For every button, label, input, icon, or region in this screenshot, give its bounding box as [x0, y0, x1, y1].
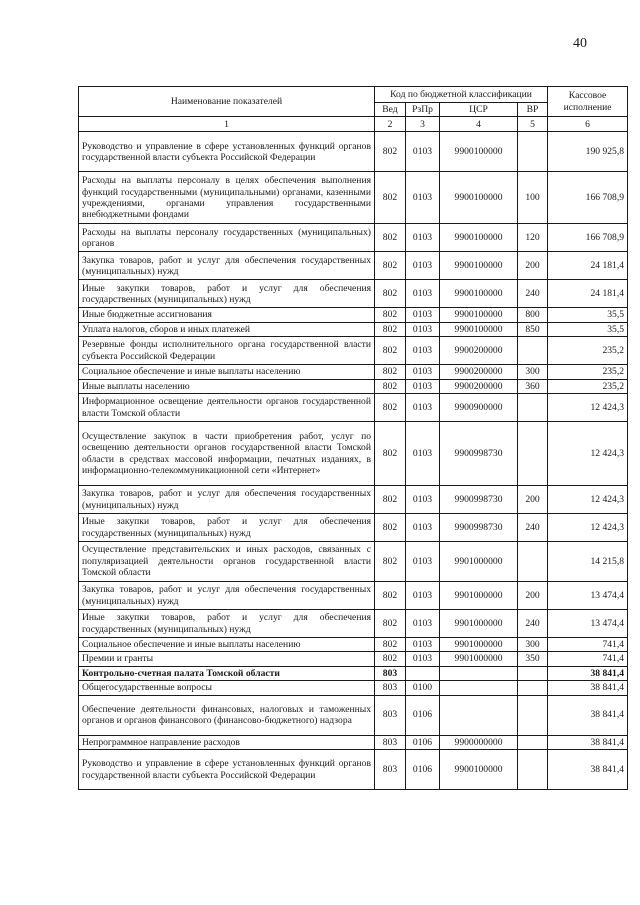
csr-cell — [440, 666, 518, 680]
header-indicator-name: Наименование показателей — [79, 87, 375, 117]
table-row — [79, 379, 628, 393]
ved-cell: 803 — [375, 750, 406, 790]
amount-cell: 14 215,8 — [548, 542, 628, 582]
vr-cell: 200 — [518, 252, 548, 280]
header-vr: ВР — [518, 103, 548, 117]
rzpr-cell: 0103 — [406, 486, 440, 514]
rzpr-cell: 0103 — [406, 252, 440, 280]
amount-cell: 12 424,3 — [548, 486, 628, 514]
rzpr-cell: 0103 — [406, 394, 440, 422]
table-row — [79, 638, 628, 652]
csr-cell: 9900200000 — [440, 365, 518, 379]
vr-cell: 300 — [518, 365, 548, 379]
ved-cell: 802 — [375, 322, 406, 336]
vr-cell — [518, 542, 548, 582]
table-row — [79, 681, 628, 695]
rzpr-cell: 0106 — [406, 735, 440, 749]
rzpr-cell: 0103 — [406, 610, 440, 638]
vr-cell: 200 — [518, 486, 548, 514]
column-index: 2 — [375, 117, 406, 132]
vr-cell — [518, 681, 548, 695]
indicator-name-cell: Иные бюджетные ассигнования — [79, 308, 375, 322]
indicator-name-cell: Уплата налогов, сборов и иных платежей — [79, 322, 375, 336]
amount-cell: 166 708,9 — [548, 224, 628, 252]
csr-cell: 9900100000 — [440, 322, 518, 336]
csr-cell: 9901000000 — [440, 542, 518, 582]
rzpr-cell: 0103 — [406, 132, 440, 172]
ved-cell: 802 — [375, 542, 406, 582]
amount-cell: 741,4 — [548, 638, 628, 652]
amount-cell: 35,5 — [548, 308, 628, 322]
amount-cell: 38 841,4 — [548, 750, 628, 790]
vr-cell — [518, 337, 548, 365]
header-csr: ЦСР — [440, 103, 518, 117]
header-cash-execution: Кассовое исполнение — [548, 87, 628, 117]
ved-cell: 803 — [375, 681, 406, 695]
amount-cell: 12 424,3 — [548, 514, 628, 542]
indicator-name-cell: Осуществление представительских и иных расходов, связанных с популяризацией деятельности органов государственной власти Томской области — [79, 542, 375, 582]
amount-cell: 190 925,8 — [548, 132, 628, 172]
ved-cell: 802 — [375, 422, 406, 486]
ved-cell: 802 — [375, 638, 406, 652]
ved-cell: 802 — [375, 172, 406, 224]
csr-cell: 9900000000 — [440, 735, 518, 749]
table-row — [79, 422, 628, 486]
rzpr-cell: 0100 — [406, 681, 440, 695]
table-row — [79, 750, 628, 790]
ved-cell: 802 — [375, 252, 406, 280]
csr-cell: 9900100000 — [440, 172, 518, 224]
ved-cell: 803 — [375, 666, 406, 680]
header-ved: Вед — [375, 103, 406, 117]
amount-cell: 166 708,9 — [548, 172, 628, 224]
rzpr-cell: 0103 — [406, 224, 440, 252]
table-row — [79, 582, 628, 610]
table-row — [79, 172, 628, 224]
rzpr-cell: 0103 — [406, 582, 440, 610]
csr-cell: 9900100000 — [440, 224, 518, 252]
vr-cell: 350 — [518, 652, 548, 666]
csr-cell: 9900998730 — [440, 422, 518, 486]
ved-cell: 802 — [375, 486, 406, 514]
table-row — [79, 610, 628, 638]
csr-cell — [440, 695, 518, 735]
ved-cell: 802 — [375, 582, 406, 610]
column-index: 6 — [548, 117, 628, 132]
vr-cell: 300 — [518, 638, 548, 652]
rzpr-cell: 0103 — [406, 322, 440, 336]
rzpr-cell: 0103 — [406, 337, 440, 365]
ved-cell: 802 — [375, 224, 406, 252]
indicator-name-cell: Социальное обеспечение и иные выплаты населению — [79, 365, 375, 379]
table-row — [79, 394, 628, 422]
vr-cell: 240 — [518, 514, 548, 542]
vr-cell: 240 — [518, 610, 548, 638]
indicator-name-cell: Контрольно-счетная палата Томской области — [79, 666, 375, 680]
ved-cell: 802 — [375, 337, 406, 365]
table-body — [79, 132, 628, 790]
indicator-name-cell: Обеспечение деятельности финансовых, налоговых и таможенных органов и органов финансового (финансово-бюджетного) надзора — [79, 695, 375, 735]
csr-cell: 9900200000 — [440, 337, 518, 365]
indicator-name-cell: Руководство и управление в сфере установленных функций органов государственной власти субъекта Российской Федерации — [79, 132, 375, 172]
rzpr-cell: 0103 — [406, 514, 440, 542]
ved-cell: 802 — [375, 610, 406, 638]
rzpr-cell — [406, 666, 440, 680]
table-row — [79, 486, 628, 514]
indicator-name-cell: Информационное освещение деятельности органов государственной власти Томской области — [79, 394, 375, 422]
table-row — [79, 666, 628, 680]
amount-cell: 24 181,4 — [548, 280, 628, 308]
vr-cell — [518, 666, 548, 680]
vr-cell: 850 — [518, 322, 548, 336]
ved-cell: 802 — [375, 394, 406, 422]
amount-cell: 24 181,4 — [548, 252, 628, 280]
ved-cell: 802 — [375, 652, 406, 666]
vr-cell: 240 — [518, 280, 548, 308]
csr-cell: 9900100000 — [440, 750, 518, 790]
indicator-name-cell: Закупка товаров, работ и услуг для обеспечения государственных (муниципальных) нужд — [79, 486, 375, 514]
csr-cell: 9900100000 — [440, 132, 518, 172]
indicator-name-cell: Непрограммное направление расходов — [79, 735, 375, 749]
indicator-name-cell: Иные выплаты населению — [79, 379, 375, 393]
amount-cell: 235,2 — [548, 365, 628, 379]
header-rzpr: РзПр — [406, 103, 440, 117]
amount-cell: 38 841,4 — [548, 735, 628, 749]
rzpr-cell: 0106 — [406, 750, 440, 790]
vr-cell — [518, 394, 548, 422]
rzpr-cell: 0103 — [406, 308, 440, 322]
amount-cell: 38 841,4 — [548, 681, 628, 695]
rzpr-cell: 0103 — [406, 542, 440, 582]
column-index: 3 — [406, 117, 440, 132]
csr-cell: 9900998730 — [440, 514, 518, 542]
ved-cell: 802 — [375, 308, 406, 322]
table-row — [79, 514, 628, 542]
table-row — [79, 280, 628, 308]
rzpr-cell: 0103 — [406, 652, 440, 666]
indicator-name-cell: Иные закупки товаров, работ и услуг для обеспечения государственных (муниципальных) нужд — [79, 610, 375, 638]
table-row — [79, 322, 628, 336]
indicator-name-cell: Руководство и управление в сфере установленных функций органов государственной власти субъекта Российской Федерации — [79, 750, 375, 790]
csr-cell: 9900200000 — [440, 379, 518, 393]
vr-cell — [518, 422, 548, 486]
indicator-name-cell: Социальное обеспечение и иные выплаты населению — [79, 638, 375, 652]
amount-cell: 38 841,4 — [548, 666, 628, 680]
table-row — [79, 695, 628, 735]
amount-cell: 235,2 — [548, 379, 628, 393]
amount-cell: 235,2 — [548, 337, 628, 365]
vr-cell: 800 — [518, 308, 548, 322]
table-row — [79, 252, 628, 280]
csr-cell: 9901000000 — [440, 638, 518, 652]
csr-cell: 9901000000 — [440, 610, 518, 638]
table-row — [79, 132, 628, 172]
indicator-name-cell: Общегосударственные вопросы — [79, 681, 375, 695]
csr-cell: 9900998730 — [440, 486, 518, 514]
amount-cell: 13 474,4 — [548, 582, 628, 610]
amount-cell: 12 424,3 — [548, 422, 628, 486]
csr-cell: 9900100000 — [440, 308, 518, 322]
amount-cell: 38 841,4 — [548, 695, 628, 735]
ved-cell: 803 — [375, 695, 406, 735]
rzpr-cell: 0103 — [406, 365, 440, 379]
rzpr-cell: 0103 — [406, 379, 440, 393]
indicator-name-cell: Иные закупки товаров, работ и услуг для обеспечения государственных (муниципальных) нужд — [79, 514, 375, 542]
csr-cell: 9901000000 — [440, 652, 518, 666]
indicator-name-cell: Расходы на выплаты персоналу в целях обеспечения выполнения функций государственными (муниципальными) органами, казенными учреждениями, органами управления государственными внебюджетными фондами — [79, 172, 375, 224]
table-row — [79, 308, 628, 322]
amount-cell: 13 474,4 — [548, 610, 628, 638]
indicator-name-cell: Осуществление закупок в части приобретения работ, услуг по освещению деятельности органов государственной власти Томской области в средствах массовой информации, печатных изданиях, в информационно-телекоммуникационной сети «Интернет» — [79, 422, 375, 486]
column-index-row — [79, 117, 628, 132]
table-row — [79, 224, 628, 252]
rzpr-cell: 0103 — [406, 638, 440, 652]
indicator-name-cell: Премии и гранты — [79, 652, 375, 666]
amount-cell: 35,5 — [548, 322, 628, 336]
rzpr-cell: 0103 — [406, 422, 440, 486]
table-row — [79, 542, 628, 582]
ved-cell: 802 — [375, 280, 406, 308]
vr-cell: 200 — [518, 582, 548, 610]
indicator-name-cell: Расходы на выплаты персоналу государственных (муниципальных) органов — [79, 224, 375, 252]
vr-cell — [518, 132, 548, 172]
table-row — [79, 652, 628, 666]
ved-cell: 802 — [375, 365, 406, 379]
vr-cell: 120 — [518, 224, 548, 252]
ved-cell: 802 — [375, 132, 406, 172]
csr-cell: 9900100000 — [440, 252, 518, 280]
vr-cell — [518, 695, 548, 735]
table-row — [79, 365, 628, 379]
vr-cell — [518, 750, 548, 790]
budget-execution-table — [78, 86, 628, 790]
indicator-name-cell: Иные закупки товаров, работ и услуг для обеспечения государственных (муниципальных) нужд — [79, 280, 375, 308]
column-index: 4 — [440, 117, 518, 132]
vr-cell: 100 — [518, 172, 548, 224]
rzpr-cell: 0103 — [406, 172, 440, 224]
rzpr-cell: 0106 — [406, 695, 440, 735]
table-row — [79, 735, 628, 749]
ved-cell: 802 — [375, 514, 406, 542]
rzpr-cell: 0103 — [406, 280, 440, 308]
column-index: 1 — [79, 117, 375, 132]
indicator-name-cell: Резервные фонды исполнительного органа государственной власти субъекта Российской Федерации — [79, 337, 375, 365]
header-budget-classification-code: Код по бюджетной классификации — [375, 87, 548, 103]
indicator-name-cell: Закупка товаров, работ и услуг для обеспечения государственных (муниципальных) нужд — [79, 252, 375, 280]
amount-cell: 741,4 — [548, 652, 628, 666]
vr-cell — [518, 735, 548, 749]
table-row — [79, 337, 628, 365]
csr-cell: 9901000000 — [440, 582, 518, 610]
csr-cell: 9900100000 — [440, 280, 518, 308]
page-number: 40 — [573, 36, 587, 51]
vr-cell: 360 — [518, 379, 548, 393]
column-index: 5 — [518, 117, 548, 132]
csr-cell — [440, 681, 518, 695]
amount-cell: 12 424,3 — [548, 394, 628, 422]
ved-cell: 802 — [375, 379, 406, 393]
indicator-name-cell: Закупка товаров, работ и услуг для обеспечения государственных (муниципальных) нужд — [79, 582, 375, 610]
csr-cell: 9900900000 — [440, 394, 518, 422]
ved-cell: 803 — [375, 735, 406, 749]
